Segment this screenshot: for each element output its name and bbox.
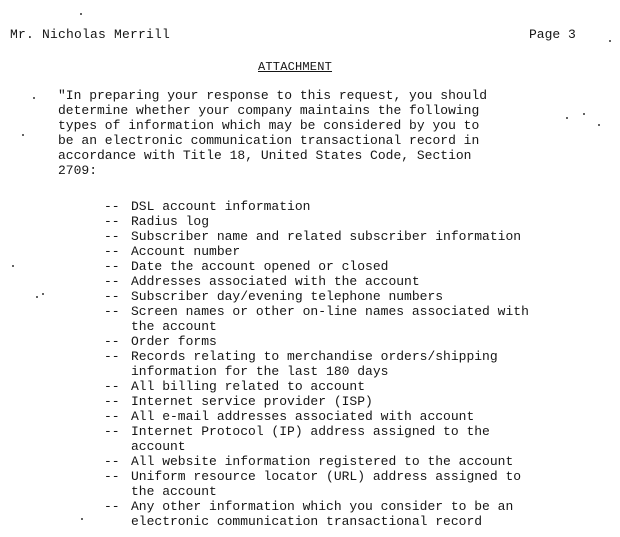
list-item-text: All website information registered to the account <box>131 454 514 469</box>
scan-speck <box>583 113 585 115</box>
list-item-text: Order forms <box>131 334 217 349</box>
list-item <box>104 394 604 409</box>
list-item-text: Subscriber day/evening telephone numbers <box>131 289 444 304</box>
scan-speck <box>609 40 611 42</box>
list-dash: -- <box>104 289 120 304</box>
list-item-text: Internet service provider (ISP) <box>131 394 373 409</box>
list-dash: -- <box>104 199 120 214</box>
list-item-text: Subscriber name and related subscriber information <box>131 229 522 244</box>
scan-speck <box>33 97 35 99</box>
recipient-name: Mr. Nicholas Merrill <box>10 27 171 42</box>
list-dash: -- <box>104 469 120 484</box>
list-dash: -- <box>104 379 120 394</box>
list-dash: -- <box>104 499 120 514</box>
list-item-text: Screen names or other on-line names associated with the account <box>131 304 529 334</box>
list-item <box>104 199 604 214</box>
list-item-text: Any other information which you consider to be an electronic communication transactional record <box>131 499 514 529</box>
list-item-text: Account number <box>131 244 241 259</box>
list-item <box>104 424 604 454</box>
scan-speck <box>42 293 44 295</box>
list-item <box>104 379 604 394</box>
list-item <box>104 334 604 349</box>
list-item-text: Records relating to merchandise orders/shipping information for the last 180 days <box>131 349 498 379</box>
list-item <box>104 244 604 259</box>
list-item-text: All e-mail addresses associated with account <box>131 409 475 424</box>
page-number: Page 3 <box>529 27 576 42</box>
list-dash: -- <box>104 454 120 469</box>
scan-speck <box>80 13 82 15</box>
list-dash: -- <box>104 349 120 364</box>
list-item <box>104 229 604 244</box>
list-item <box>104 274 604 289</box>
intro-paragraph: "In preparing your response to this request, you should determine whether your company maintains the following types of information which may be considered by you to be an electronic communication transactional record in accordance with Title 18, United States Code, Section 2709: <box>58 88 488 178</box>
list-item-text: Uniform resource locator (URL) address assigned to the account <box>131 469 522 499</box>
list-dash: -- <box>104 259 120 274</box>
list-dash: -- <box>104 304 120 319</box>
scan-speck <box>12 265 14 267</box>
scan-speck <box>22 134 24 136</box>
scan-speck <box>598 124 600 126</box>
list-item-text: All billing related to account <box>131 379 366 394</box>
list-dash: -- <box>104 394 120 409</box>
list-item-text: Date the account opened or closed <box>131 259 389 274</box>
scan-speck <box>36 296 38 298</box>
list-item <box>104 304 604 334</box>
list-dash: -- <box>104 244 120 259</box>
list-dash: -- <box>104 334 120 349</box>
information-list <box>104 199 604 529</box>
attachment-title: ATTACHMENT <box>258 60 333 74</box>
list-dash: -- <box>104 409 120 424</box>
list-item <box>104 409 604 424</box>
list-item-text: Radius log <box>131 214 210 229</box>
list-item-text: Addresses associated with the account <box>131 274 420 289</box>
list-item <box>104 499 604 529</box>
list-item <box>104 454 604 469</box>
list-item <box>104 289 604 304</box>
list-item <box>104 349 604 379</box>
list-dash: -- <box>104 274 120 289</box>
list-item <box>104 259 604 274</box>
scan-speck <box>566 117 568 119</box>
list-item <box>104 214 604 229</box>
list-dash: -- <box>104 424 120 439</box>
list-item-text: Internet Protocol (IP) address assigned to the account <box>131 424 490 454</box>
list-dash: -- <box>104 229 120 244</box>
list-item-text: DSL account information <box>131 199 311 214</box>
scan-speck <box>81 518 83 520</box>
list-dash: -- <box>104 214 120 229</box>
list-item <box>104 469 604 499</box>
